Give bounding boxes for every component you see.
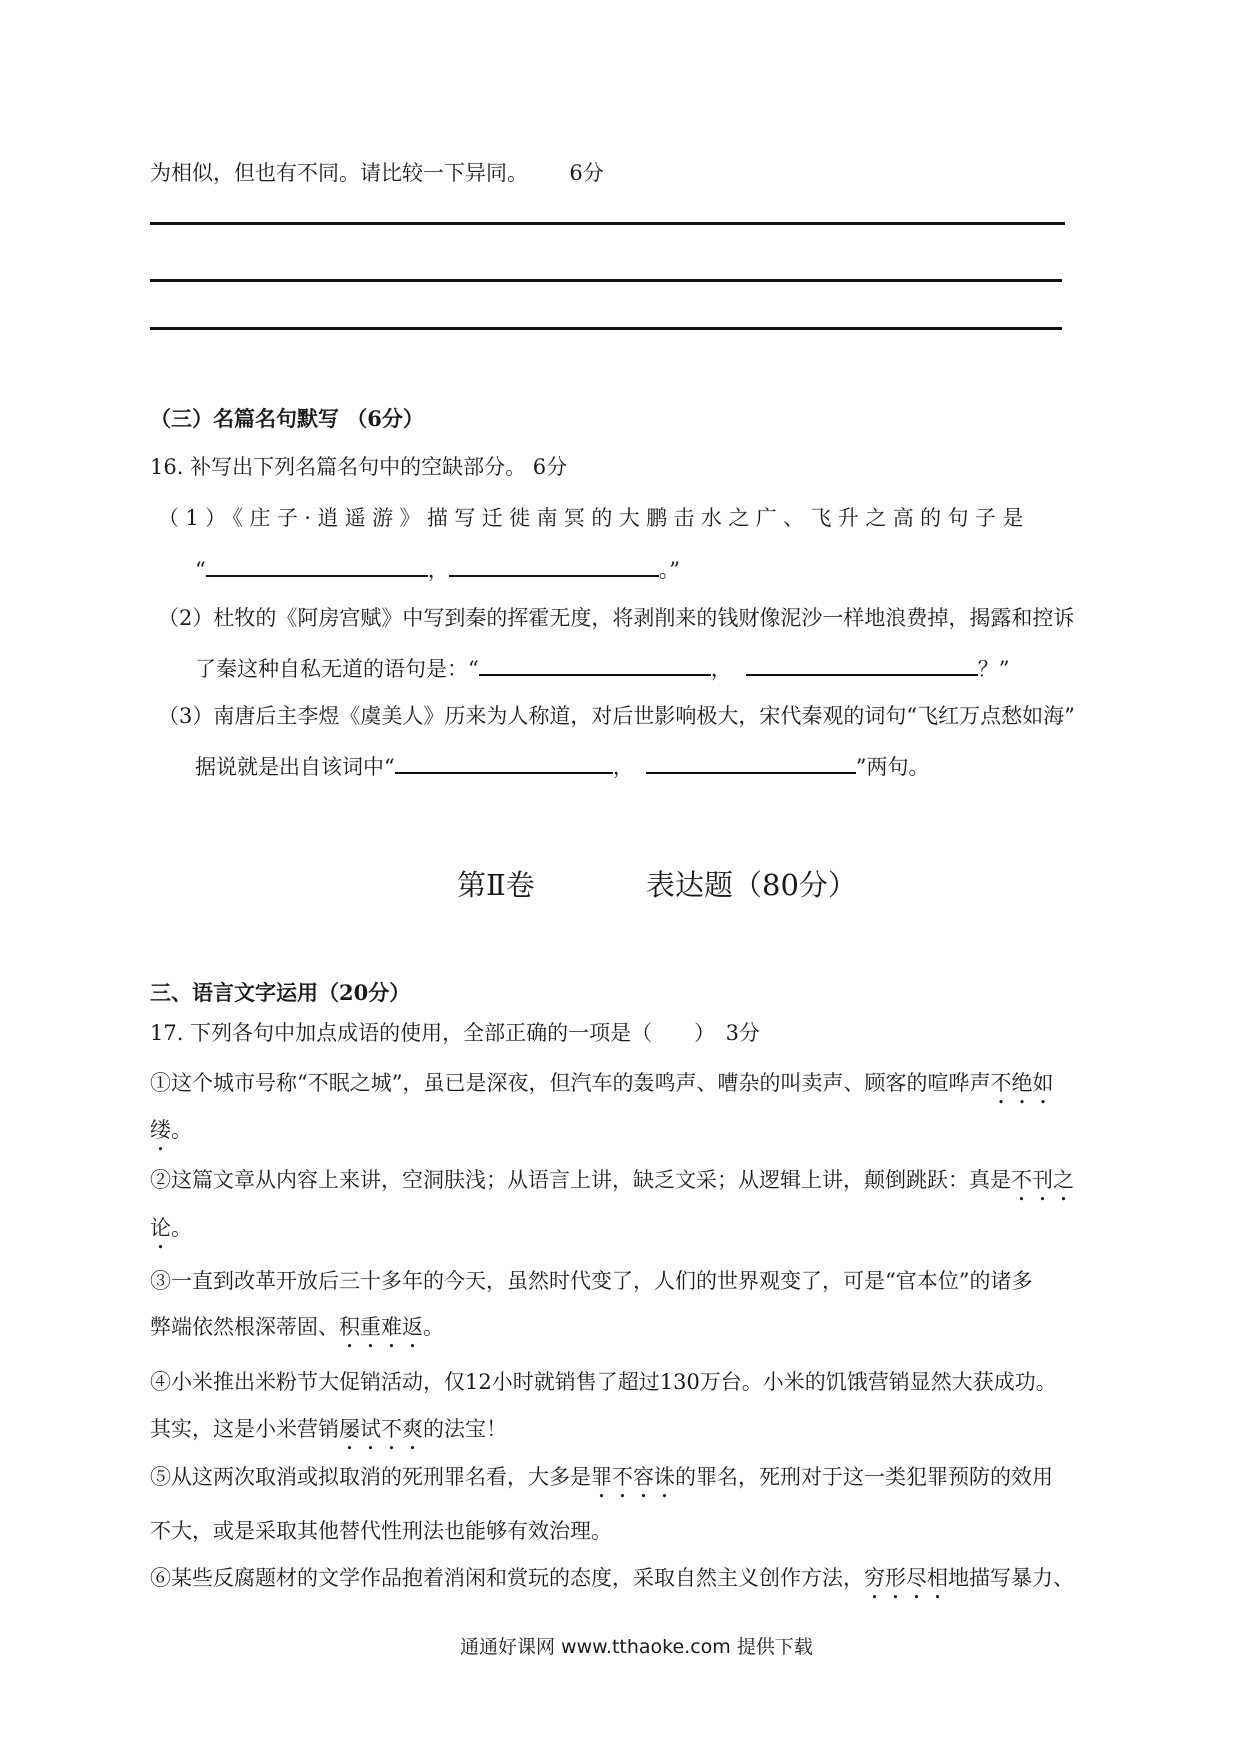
q17-s2-idiom-part2: 论 xyxy=(150,1216,171,1240)
emphasis-char: 如 xyxy=(1032,1071,1054,1095)
q16-item1-blank-2[interactable] xyxy=(449,555,659,577)
q16-item3-close: ”两句。 xyxy=(855,755,930,779)
emphasis-char: 容 xyxy=(633,1465,654,1489)
emphasis-char: 尽 xyxy=(906,1566,927,1590)
q16-item2-prefix: 了秦这种自私无道的语句是：“ xyxy=(195,657,479,681)
q17-s6-end: 地描写暴力、 xyxy=(948,1566,1074,1590)
q17-s4-end: 的法宝！ xyxy=(423,1417,507,1441)
q16-item3-line1: （3）南唐后主李煜《虞美人》历来为人称道，对后世影响极大，宋代秦观的词句“飞红万点愁如海” xyxy=(158,704,1075,728)
q17-s5-line2: 不大，或是采取其他替代性刑法也能够有效治理。 xyxy=(150,1519,612,1543)
q17-s1-idiom-part1 xyxy=(990,1071,1053,1095)
q16-item2-line1: （2）杜牧的《阿房宫赋》中写到秦的挥霍无度，将剥削来的钱财像泥沙一样地浪费掉，揭露和控诉 xyxy=(158,606,1075,630)
page-footer: 通通好课网 www.tthaoke.com 提供下载 xyxy=(460,1636,813,1658)
q17-s4-idiom xyxy=(339,1417,423,1441)
emphasis-char: 返 xyxy=(402,1315,423,1339)
emphasis-char: 积 xyxy=(339,1315,360,1339)
q16-item2-sep: ， xyxy=(710,657,732,681)
emphasis-char: 刊 xyxy=(1032,1168,1053,1192)
emphasis-char: 不 xyxy=(381,1417,402,1441)
answer-line-3[interactable] xyxy=(150,327,1062,330)
q16-item2-blank-2[interactable] xyxy=(746,654,978,676)
q17-s3-line2 xyxy=(150,1314,444,1340)
q17-s4-text: 其实，这是小米营销 xyxy=(150,1417,339,1441)
q17-s6-line1 xyxy=(150,1565,1074,1591)
q16-item1-blank-1[interactable] xyxy=(206,555,428,577)
emphasis-char: 爽 xyxy=(402,1417,423,1441)
q16-item1-line1: （1）《庄子·逍遥游》描写迁徙南冥的大鹏击水之广、飞升之高的句子是 xyxy=(158,506,1030,530)
q17-s1-end: 。 xyxy=(171,1118,192,1142)
q17-s2-text: ②这篇文章从内容上来讲，空洞肤浅；从语言上讲，缺乏文采；从逻辑上讲，颠倒跳跃：真是 xyxy=(150,1168,1011,1192)
q17-s2-idiom-part1 xyxy=(1011,1168,1074,1192)
q17-s4-line1: ④小米推出米粉节大促销活动，仅12小时就销售了超过130万台。小米的饥饿营销显然大获成功。 xyxy=(150,1370,1057,1394)
q17-s5-line1 xyxy=(150,1464,1053,1490)
q16-item3-blank-1[interactable] xyxy=(395,752,613,774)
q17-s1-idiom-part2: 缕 xyxy=(150,1118,171,1142)
emphasis-char: 不 xyxy=(612,1465,633,1489)
q17-s3-text: 弊端依然根深蒂固、 xyxy=(150,1315,339,1339)
emphasis-char: 诛 xyxy=(654,1465,675,1489)
emphasis-char: 屡 xyxy=(339,1417,360,1441)
emphasis-char: 不 xyxy=(1011,1168,1032,1192)
part2-heading-left: 第Ⅱ卷 xyxy=(457,868,535,902)
q15-tail-text: 为相似，但也有不同。请比较一下异同。 xyxy=(150,161,528,185)
q17-s6-text: ⑥某些反腐题材的文学作品抱着消闲和赏玩的态度，采取自然主义创作方法， xyxy=(150,1566,864,1590)
q16-item1-open: “ xyxy=(195,558,206,582)
emphasis-char: 不 xyxy=(990,1071,1012,1095)
q17-s1-text: ①这个城市号称“不眠之城”，虽已是深夜，但汽车的轰鸣声、嘈杂的叫卖声、顾客的喧哗声 xyxy=(150,1071,991,1095)
q16-item2-line2 xyxy=(195,654,1010,682)
q17-s3-end: 。 xyxy=(423,1315,444,1339)
q16-stem: 16. 补写出下列名篇名句中的空缺部分。 6分 xyxy=(150,455,568,479)
emphasis-char: 形 xyxy=(885,1566,906,1590)
q17-s6-idiom xyxy=(864,1566,948,1590)
q16-item3-sep: ， xyxy=(612,755,634,779)
q17-s5-text: ⑤从这两次取消或拟取消的死刑罪名看，大多是 xyxy=(150,1465,591,1489)
emphasis-char: 绝 xyxy=(1011,1071,1033,1095)
q16-item3-prefix: 据说就是出自该词中“ xyxy=(195,755,395,779)
q16-item3-line2 xyxy=(195,752,930,780)
q17-s4-line2 xyxy=(150,1416,507,1442)
emphasis-char: 相 xyxy=(927,1566,948,1590)
q15-tail xyxy=(150,160,604,186)
emphasis-char: 之 xyxy=(1053,1168,1074,1192)
q16-item1-line2 xyxy=(195,555,680,583)
section-language-title: 三、语言文字运用（20分） xyxy=(150,980,411,1005)
emphasis-char: 难 xyxy=(381,1315,402,1339)
emphasis-char: 重 xyxy=(360,1315,381,1339)
section-3-title: （三）名篇名句默写 （6分） xyxy=(150,406,424,431)
q17-s2-end: 。 xyxy=(171,1216,192,1240)
q17-s5-end: 的罪名，死刑对于这一类犯罪预防的效用 xyxy=(675,1465,1053,1489)
q16-item3-blank-2[interactable] xyxy=(646,752,856,774)
q16-item1-sep: ， xyxy=(427,558,449,582)
q17-stem: 17. 下列各句中加点成语的使用，全部正确的一项是（ ） 3分 xyxy=(150,1021,760,1045)
q17-s2-line1 xyxy=(150,1167,1074,1193)
q17-s3-idiom xyxy=(339,1315,423,1339)
answer-line-2[interactable] xyxy=(150,279,1062,282)
q17-s5-idiom xyxy=(591,1465,675,1489)
q17-s1-line1 xyxy=(150,1070,1053,1096)
q16-item2-blank-1[interactable] xyxy=(479,654,711,676)
emphasis-char: 试 xyxy=(360,1417,381,1441)
q17-s2-line2 xyxy=(150,1215,192,1241)
part2-heading-right: 表达题（80分） xyxy=(646,868,857,902)
emphasis-char: 罪 xyxy=(591,1465,612,1489)
q16-item1-close: 。” xyxy=(658,558,680,582)
q16-item2-close: ？” xyxy=(977,657,1010,681)
q17-s3-line1: ③一直到改革开放后三十多年的今天，虽然时代变了，人们的世界观变了，可是“官本位”的诸多 xyxy=(150,1269,1033,1293)
q17-s1-line2 xyxy=(150,1117,192,1143)
answer-line-1[interactable] xyxy=(150,222,1065,225)
emphasis-char: 穷 xyxy=(864,1566,885,1590)
q15-score: 6分 xyxy=(569,161,604,185)
